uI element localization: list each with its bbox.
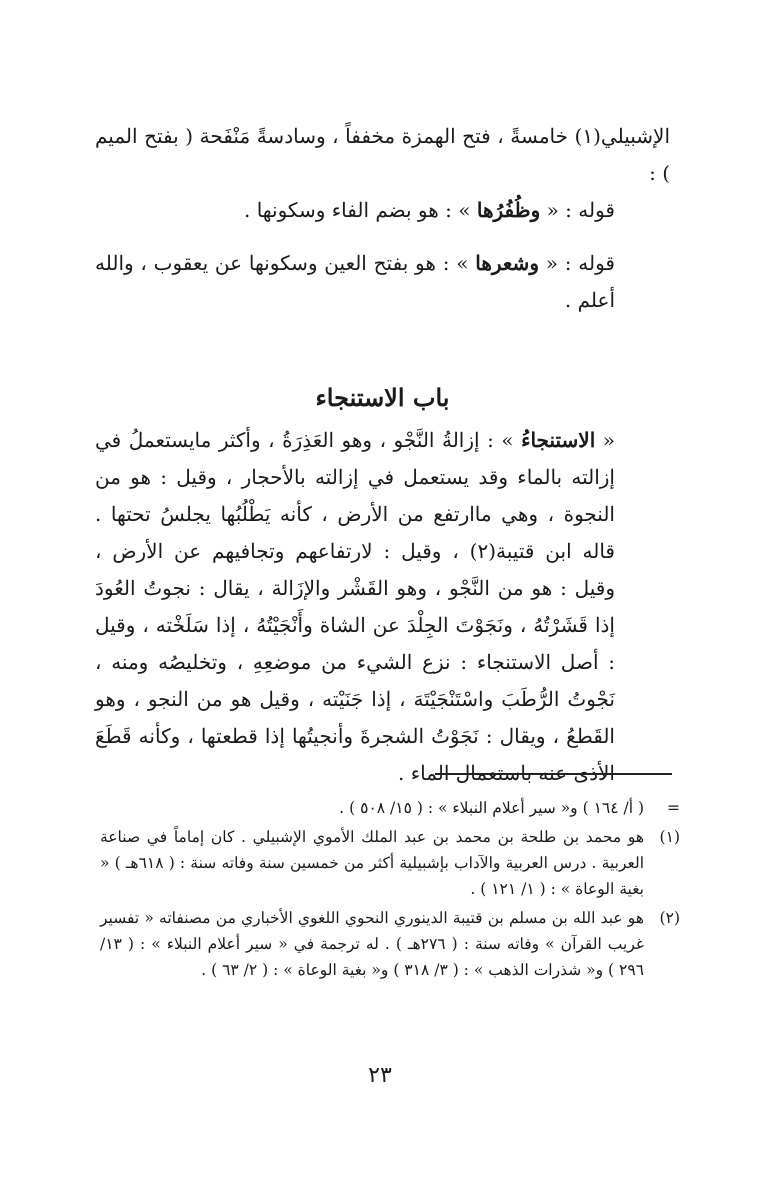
term-shaʿruha: وشعرها — [475, 251, 539, 275]
footnote-divider — [435, 773, 672, 775]
definition-text: » : إزالةُ النَّجْو ، وهو العَذِرَةُ ، وأكثر مايستعملُ في إزالته بالماء وقد يستعمل في إزالته بالأحجار ، وقيل : هو من النجوة ، وهي ماارتفع من الأرض ، كأنه يَطْلُبُها يجلسُ تحتها . قاله ابن قتيبة(٢) ، وقيل : لارتفاعهم وتجافيهم عن الأرض ، وقيل : هو من النَّجْو ، وهو القَشْر والإزَالة ، يقال : نجوتُ العُودَ إذا قَشَرْتُهُ ، ونَجَوْتَ الجِلْدَ عن الشاة وأَنْجَيْتُهُ ، إذا سَلَخْته ، وقيل : أصل الاستنجاء : نزع الشيء من موضعِهِ ، وتخليصُه ومنه ، نَجْوتُ الرُّطَبَ واسْتَنْجَيْتَهَ ، إذا جَنَيْته ، وقيل هو من النجو ، وهو القَطعُ ، ويقال : نَجَوْتُ الشجرةَ وأنجيتُها إذا قطعتها ، وكأنه قَطَعَ الأذى عنه باستعمال الماء . — [95, 428, 615, 785]
term-istinja: الاستنجاءُ — [521, 428, 596, 452]
continuation-marker: = — [667, 799, 680, 817]
footnote-marker: (٢) — [659, 909, 680, 927]
quote-prefix: قوله : « — [540, 198, 615, 222]
page-number: ٢٣ — [368, 1063, 392, 1088]
paragraph-zufuruha — [95, 192, 670, 229]
quote-prefix: قوله : « — [538, 251, 615, 275]
footnote-marker: (١) — [659, 828, 680, 846]
paragraph-continuation: الإشبيلي(١) خامسةً ، فتح الهمزة مخففاً ، وسادسةً مَنْفَحة ( بفتح الميم ) : — [95, 124, 670, 185]
explanation: » : هو بضم الفاء وسكونها . — [243, 198, 477, 222]
term-zufuruha: وظُفُرُها — [476, 198, 541, 222]
body-text — [95, 118, 670, 792]
footnote-2 — [100, 905, 680, 983]
footnote-1 — [100, 824, 680, 902]
footnote-text: هو عبد الله بن مسلم بن قتيبة الدينوري النحوي اللغوي الأخباري من مصنفاته « تفسير غريب القرآن » وفاته سنة : ( ٢٧٦هـ ) . له ترجمة في « سير أعلام النبلاء » : ( ١٣/ ٢٩٦ ) و« شذرات الذهب » : ( ٣/ ٣١٨ ) و« بغية الوعاة » : ( ٢/ ٦٣ ) . — [100, 909, 645, 979]
footnotes — [100, 795, 680, 986]
explanation: » : هو بفتح العين وسكونها عن يعقوب ، والله أعلم . — [95, 251, 615, 312]
paragraph-shaʿruha — [95, 245, 670, 319]
footnote-text: ( أ/ ١٦٤ ) و« سير أعلام النبلاء » : ( ١٥/ ٥٠٨ ) . — [339, 799, 644, 817]
footnote-text: هو محمد بن طلحة بن محمد بن عبد الملك الأموي الإشبيلي . كان إماماً في صناعة العربية . درس العربية والآداب بإشبيلية أكثر من خمسين سنة وفاته سنة : ( ٦١٨هـ ) « بغية الوعاة » : ( ١/ ١٢١ ) . — [100, 828, 645, 898]
paragraph-istinja — [95, 422, 670, 792]
footnote-continuation — [100, 795, 680, 821]
open-quote: « — [595, 428, 616, 452]
section-heading: باب الاستنجاء — [315, 383, 450, 412]
